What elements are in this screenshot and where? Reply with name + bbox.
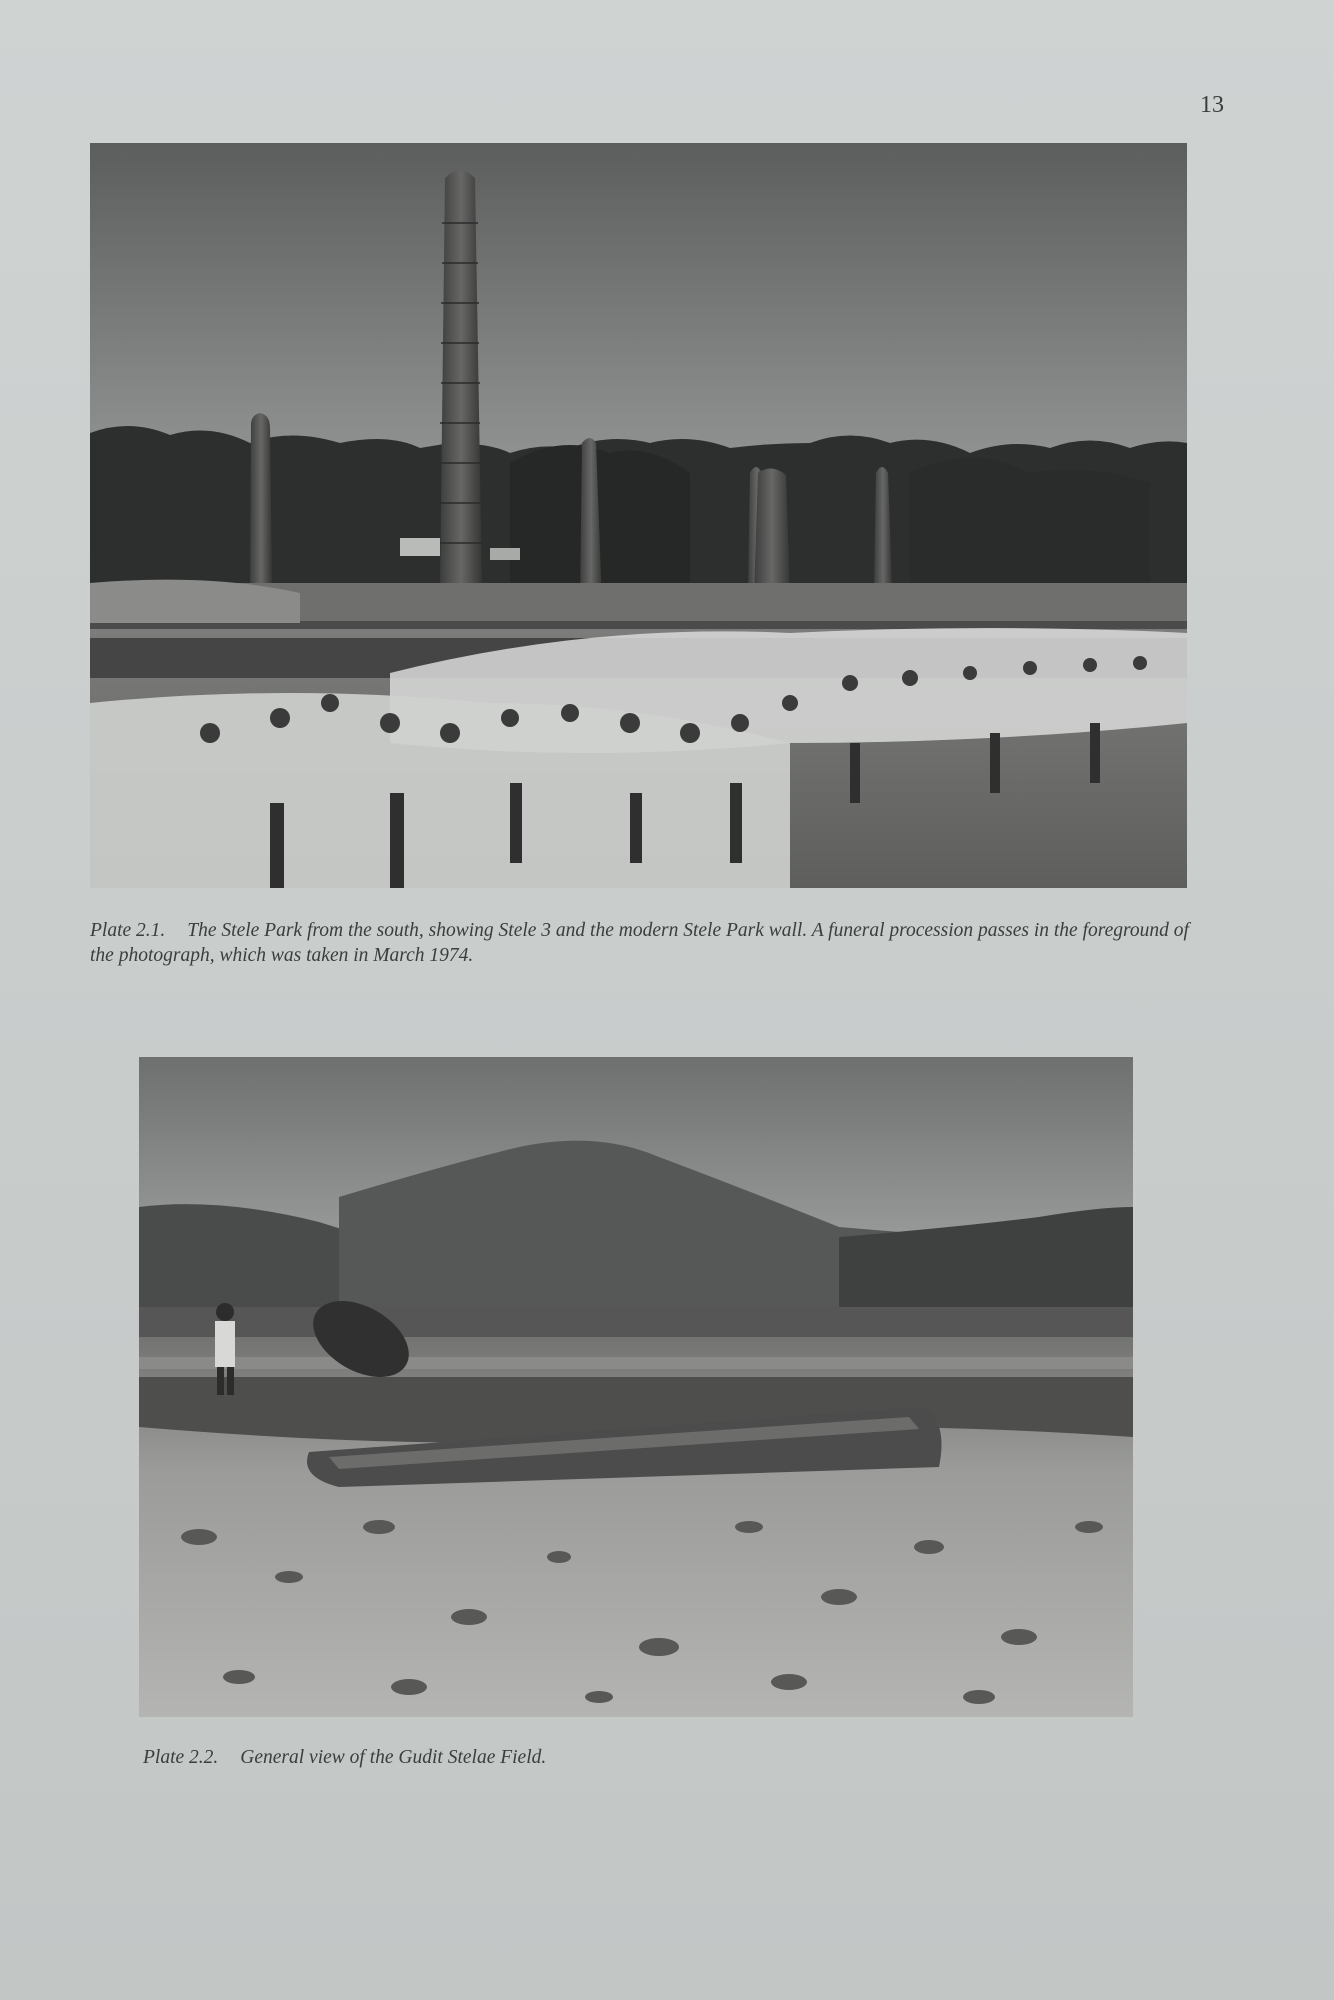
- page-number: 13: [1200, 92, 1224, 118]
- stele-park-photo: [90, 143, 1187, 888]
- plate-2-1-label: Plate 2.1.: [90, 920, 166, 941]
- plate-2-1-caption: [90, 918, 1190, 968]
- plate-2-2-caption: [143, 1745, 1043, 1770]
- plate-2-2-label: Plate 2.2.: [143, 1747, 219, 1768]
- plate-2-1-photograph: [90, 143, 1187, 888]
- plate-2-2-photograph: [139, 1057, 1133, 1717]
- plate-2-1-caption-text: The Stele Park from the south, showing Stele 3 and the modern Stele Park wall. A funeral procession passes in the foreground of the photograph, which was taken in March 1974.: [90, 920, 1189, 966]
- gudit-stelae-field-photo: [139, 1057, 1133, 1717]
- plate-2-2-caption-text: General view of the Gudit Stelae Field.: [240, 1747, 547, 1768]
